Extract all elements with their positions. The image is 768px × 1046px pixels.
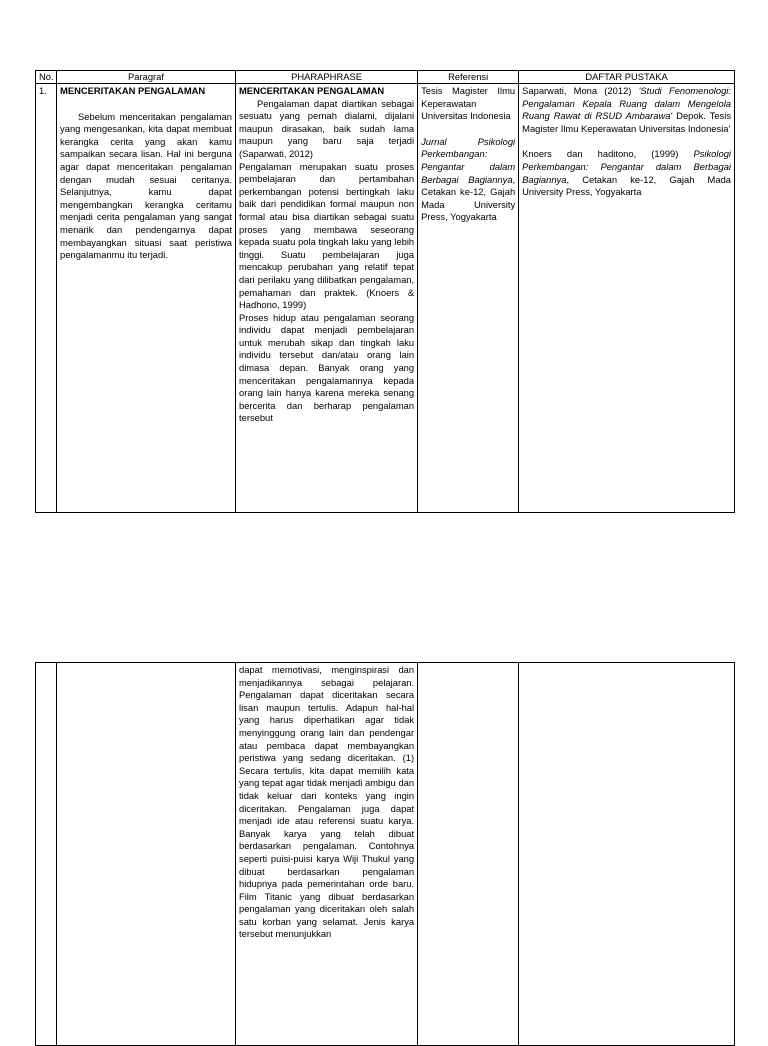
paraphrase-table-page-1 — [35, 70, 735, 513]
paraphrase-cell-continued — [236, 663, 418, 1046]
paragraf-body: Sebelum menceritakan pengalaman yang mengesankan, kita dapat membuat kerangka cerita yang akan kamu sampaikan secara lisan. Hal ini berguna agar dapat menceritakan pengalaman dengan mudah sesuai ceritanya. Selanjutnya, kamu dapat mengembangkan kerangka ceritamu menjadi cerita pengalaman yang sangat menarik dan pendengarnya dapat membayangkan situasi saat peristiwa pengalamanmu itu terjadi. — [60, 110, 232, 261]
paragraf-cell — [57, 84, 236, 513]
referensi-2-title: Jurnal Psikologi Perkembangan: Pengantar dalam Berbagai Bagiannya — [421, 135, 516, 185]
table-row — [36, 663, 735, 1046]
paraphrase-paragraph-2: Pengalaman merupakan suatu proses pembelajaran dan pertambahan perkembangan potensi bertingkah laku baik dari pendidikan formal maupun non formal atau bisa diartikan sebagai suatu proses yang membawa seseorang kepada suatu pola tingkah laku yang lebih tinggi. Suatu pembelajaran juga mencakup perubahan yang relatif tepat dari perilaku yang dilibatkan pengalaman, pemahaman dan praktek. (Knoers & Hadhono, 1999) — [239, 160, 415, 311]
header-paraphrase: PHARAPHRASE — [236, 71, 418, 84]
referensi-2 — [421, 136, 515, 224]
daftar-pustaka-2 — [522, 148, 731, 198]
paraphrase-title: MENCERITAKAN PENGALAMAN — [239, 85, 385, 96]
paraphrase-paragraph-1: Pengalaman dapat diartikan sebagai sesuatu yang pernah dialami, dijalani maupun dirasakan, baik sudah lama maupun yang baru saja terjadi (Saparwati, 2012) — [239, 97, 415, 159]
daftar-pustaka-cell-empty — [519, 663, 735, 1046]
paraphrase-cell — [236, 84, 418, 513]
daftar-pustaka-cell — [519, 84, 735, 513]
dp1-author: Saparwati, Mona (2012) — [522, 85, 639, 96]
header-referensi: Referensi — [418, 71, 519, 84]
referensi-2-publisher: , Cetakan ke-12, Gajah Mada University Press, Yogyakarta — [421, 173, 516, 223]
dp1-publisher: Depok. Tesis Magister Ilmu Keperawatan Universitas Indonesia' — [522, 110, 732, 134]
header-row — [36, 71, 735, 84]
dp2-author: Knoers dan haditono, (1999) — [522, 148, 694, 160]
row-number: 1. — [36, 84, 57, 513]
dp2-title: Psikologi Perkembangan: Pengantar dalam Berbagai Bagiannya — [522, 148, 731, 185]
dp1-title: 'Studi Fenomenologi: Pengalaman Kepala Ruang dalam Mengelola Ruang Rawat di RSUD Ambarawa' — [522, 85, 731, 122]
referensi-cell — [418, 84, 519, 513]
referensi-1: Tesis Magister Ilmu Keperawatan Universitas Indonesia — [421, 85, 516, 122]
daftar-pustaka-1 — [522, 85, 731, 135]
dp2-publisher: , Cetakan ke-12, Gajah Mada University Press, Yogyakarta — [522, 173, 731, 198]
header-no: No. — [36, 71, 57, 84]
paraphrase-table-page-2 — [35, 662, 735, 1046]
paragraf-cell-empty — [57, 663, 236, 1046]
header-paragraf: Paragraf — [57, 71, 236, 84]
paraphrase-paragraph-3: Proses hidup atau pengalaman seorang individu dapat menjadi pembelajaran untuk merubah sikap dan tingkah laku individu tersebut dan/atau orang lain dimasa depan. Banyak orang yang menceritakan pengalamannya kepada orang lain hanya karena mereka senang bercerita dan berharap pengalaman tersebut — [239, 311, 415, 424]
paragraf-title: MENCERITAKAN PENGALAMAN — [60, 85, 206, 96]
row-number-empty — [36, 663, 57, 1046]
paraphrase-continuation: dapat memotivasi, menginspirasi dan menjadikannya sebagai pelajaran. Pengalaman dapat diceritakan secara lisan maupun tertulis. Adapun hal-hal yang harus diperhatikan agar tidak menyinggung orang lain dan pendengar atau pembaca dapat membayangkan peristiwa yang sedang diceritakan. (1) Secara tertulis, kita dapat memilih kata yang tepat agar tidak menjadi ambigu dan tidak keluar dari konteks yang ingin diceritakan. Pengalaman juga dapat menjadi ide atau referensi suatu karya. Banyak karya yang telah dibuat berdasarkan pengalaman. Contohnya seperti puisi-puisi karya Wiji Thukul yang dibuat berdasarkan pengalaman hidupnya pada pemerintahan orde baru. Film Titanic yang dibuat berdasarkan pengalaman yang diceritakan oleh salah satu korban yang selamat. Jenis karya tersebut menunjukkan — [239, 664, 415, 940]
header-daftar-pustaka: DAFTAR PUSTAKA — [519, 71, 735, 84]
referensi-cell-empty — [418, 663, 519, 1046]
table-row — [36, 84, 735, 513]
